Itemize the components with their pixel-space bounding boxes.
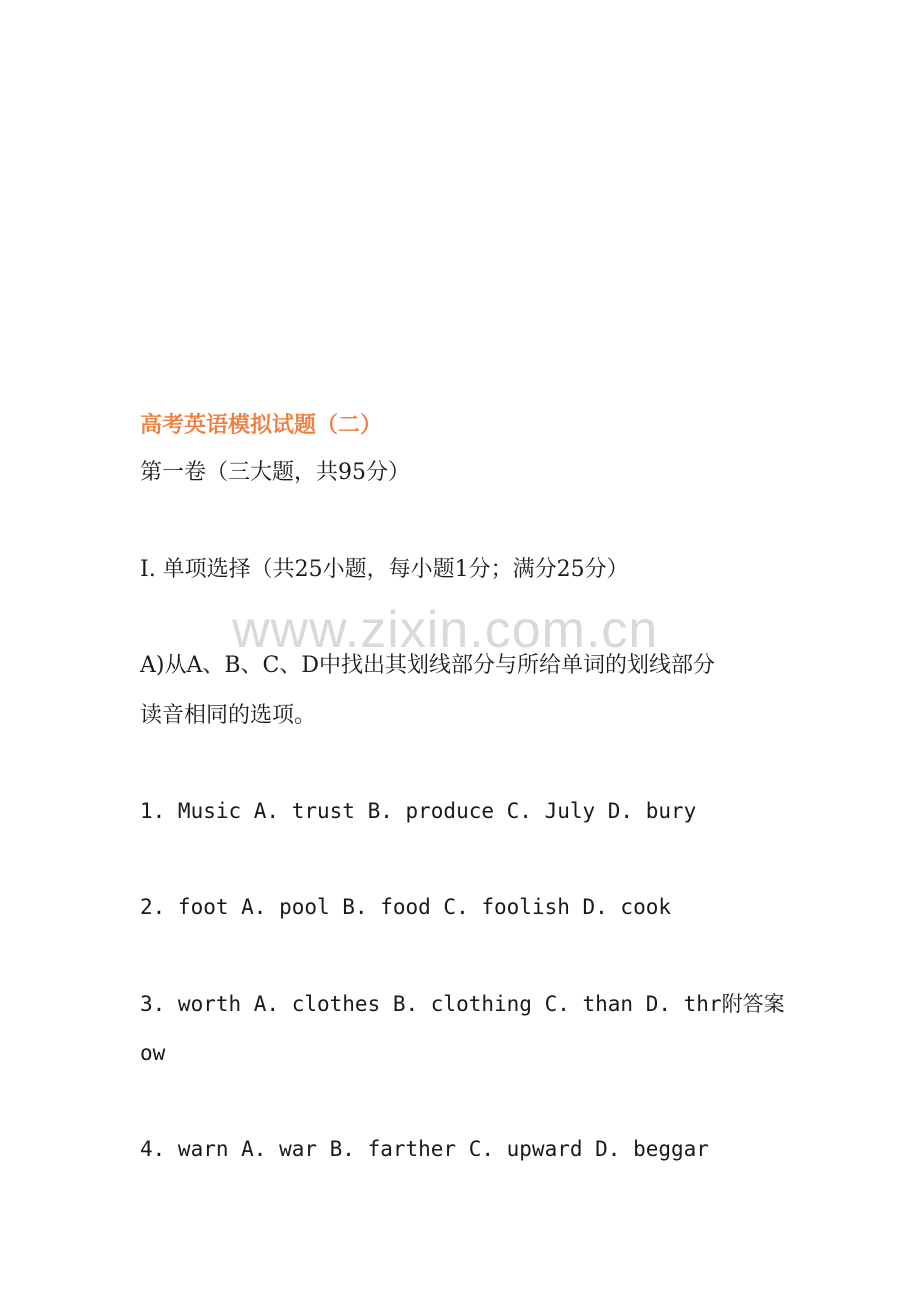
instruction-line-1: A)从A、B、C、D中找出其划线部分与所给单词的划线部分 <box>140 653 715 678</box>
document-title: 高考英语模拟试题（二） <box>140 412 383 438</box>
section-heading: Ⅰ. 单项选择（共25小题，每小题1分；满分25分） <box>140 557 629 582</box>
question-1: 1. Music A. trust B. produce C. July D. bury <box>140 799 697 823</box>
question-4: 4. warn A. war B. farther C. upward D. beggar <box>140 1137 709 1161</box>
instruction-line-2: 读音相同的选项。 <box>140 703 317 728</box>
question-3-line-1: 3. worth A. clothes B. clothing C. than D. thr附答案 <box>140 992 785 1016</box>
part-heading: 第一卷（三大题，共95分） <box>140 460 410 485</box>
question-3-line-2: ow <box>140 1041 166 1065</box>
question-2: 2. foot A. pool B. food C. foolish D. cook <box>140 895 672 919</box>
watermark: www.zixin.com.cn <box>232 601 659 659</box>
